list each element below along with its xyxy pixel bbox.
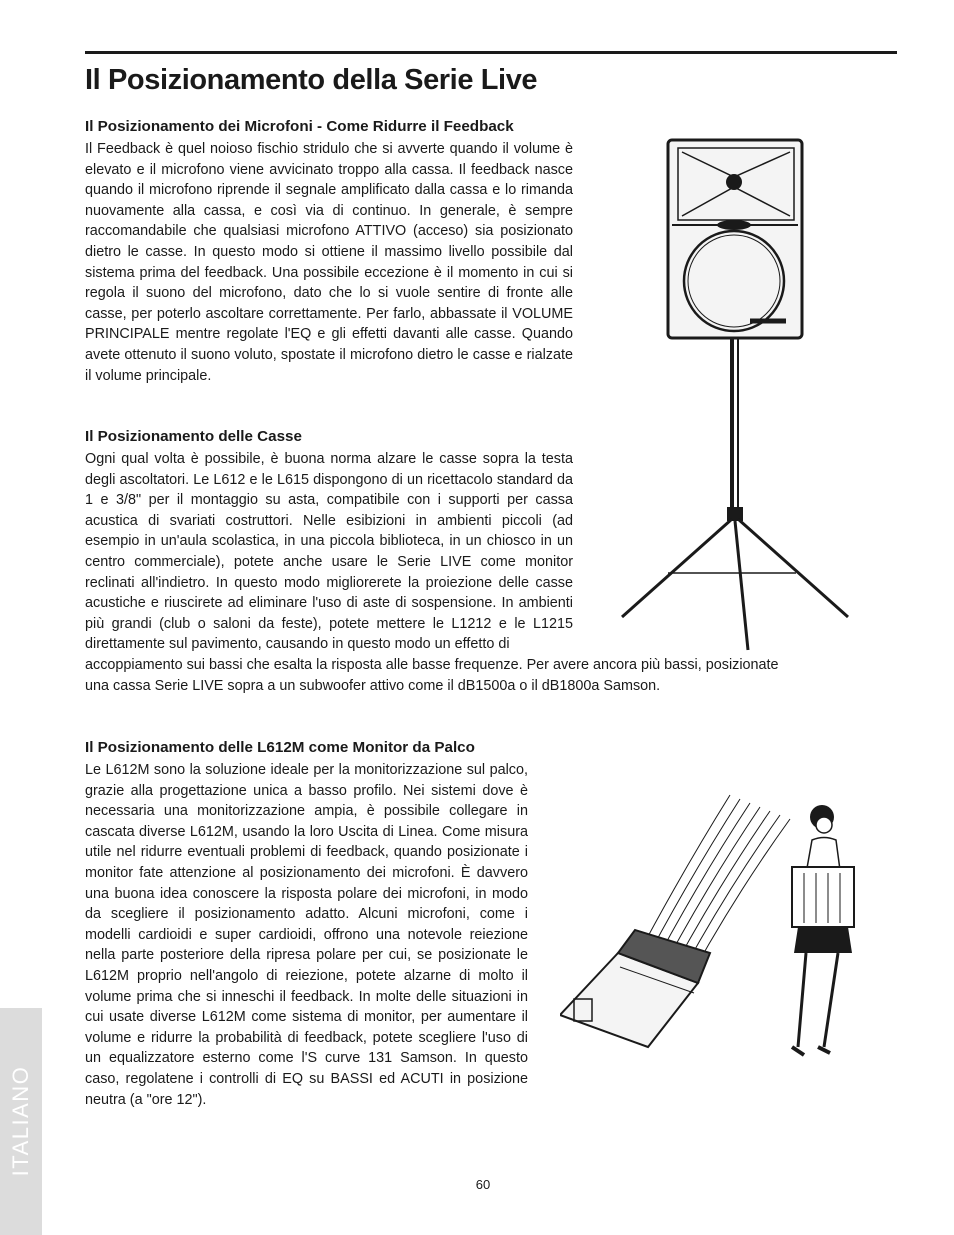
section-body-continued [85,655,779,696]
body-wide-line: una cassa Serie LIVE sopra a un subwoofer attivo come il dB1500a o il dB1800a Samson. [85,677,661,694]
speaker-on-stand-illustration [600,135,860,655]
section-heading: Il Posizionamento delle Casse [85,428,302,445]
floor-monitor-performer-illustration [560,785,880,1075]
section-microphone-placement [85,117,573,386]
page-number: 60 [475,1177,491,1192]
header-rule [85,51,897,54]
section-body: Le L612M sono la soluzione ideale per la monitorizzazione sul palco, grazie alla progettazione unica a basso profilo. Nei sistemi dove è necessaria una monitorizzazione ampia, è possibile collegare in cascata diverse L612M, usando la loro Uscita di Linea. Come misura utile nel ridurre eventuali problemi di feedback, quando posizionate i monitor fate attenzione al posizionamento dei microfoni. È davvero una buona idea conoscere la risposta polare dei microfoni, in modo da scegliere il posizionamento adatto. Alcuni microfoni, come i modelli cardioidi e super cardioidi, offrono una notevole reiezione nella parte posteriore della ripresa polare per cui, se posizionate le L612M proprio nell'angolo di reiezione, potete alzarne di molto il volume prima che si inneschi il feedback. In molte delle situazioni in cui usate diverse L612M come sistema di monitor, per aumentare il volume e ridurre la probabilità di feedback, potete scegliere l'uso di un equalizzatore esterno come l'S curve 131 Samson. In questo caso, regolatene i controlli di EQ su BASSI ed ACUTI in posizione neutra (a "ore 12"). [85,762,528,1108]
section-speaker-placement [85,427,779,696]
section-body: Ogni qual volta è possibile, è buona norma alzare le casse sopra la testa degli ascoltatori. Le L612 e le L615 dispongono di un ricettacolo standard da 1 e 3/8" per il montaggio su asta, compatibile con i supporti per cassa acustica di svariati costruttori. Nelle esibizioni in ambienti piccoli (ad esempio in un'aula scolastica, in una piccola biblioteca, in un chiosco in un centro commerciale), potete anche usare le Serie LIVE come monitor reclinati all'indietro. In questo modo migliorerete la proiezione delle casse acustiche e riuscirete ad eliminare l'uso di aste di sospensione. In ambienti più grandi (club o saloni da feste), potete mettere le L1212 e le L1215 direttamente sul pavimento, causando in questo modo un effetto di [85,451,573,653]
section-body: Il Feedback è quel noioso fischio stridulo che si avverte quando il volume è elevato e il microfono viene avvicinato troppo alla cassa. Il feedback nasce quando il microfono riprende il segnale amplificato dalla cassa e lo rimanda nuovamente alla cassa, e così via di continuo. In generale, è sempre raccomandabile che qualsiasi microfono ATTIVO (acceso) sia posizionato dietro le casse. In questo modo si ottiene il massimo livello possibile dal sistema prima del feedback. Una possibile eccezione è il momento in cui si regola il suono del microfono, dato che lo si vuole sentire di fronte alle casse, per poterlo ascoltare correttamente. Per farlo, abbassate il VOLUME PRINCIPALE mentre regolate l'EQ e gli effetti davanti alle casse. Quando avete ottenuto il suono voluto, spostate il microfono dietro le casse e rialzate il volume principale. [85,141,573,384]
section-heading: Il Posizionamento delle L612M come Monitor da Palco [85,739,475,756]
side-tab-label: ITALIANO [8,1065,33,1177]
language-side-tab [0,1008,42,1235]
section-heading: Il Posizionamento dei Microfoni - Come Ridurre il Feedback [85,118,514,135]
page-title: Il Posizionamento della Serie Live [85,64,538,96]
body-wide-line: accoppiamento sui bassi che esalta la risposta alle basse frequenze. Per avere ancora più bassi, posizionate [85,656,779,673]
section-stage-monitor-placement [85,738,528,1110]
